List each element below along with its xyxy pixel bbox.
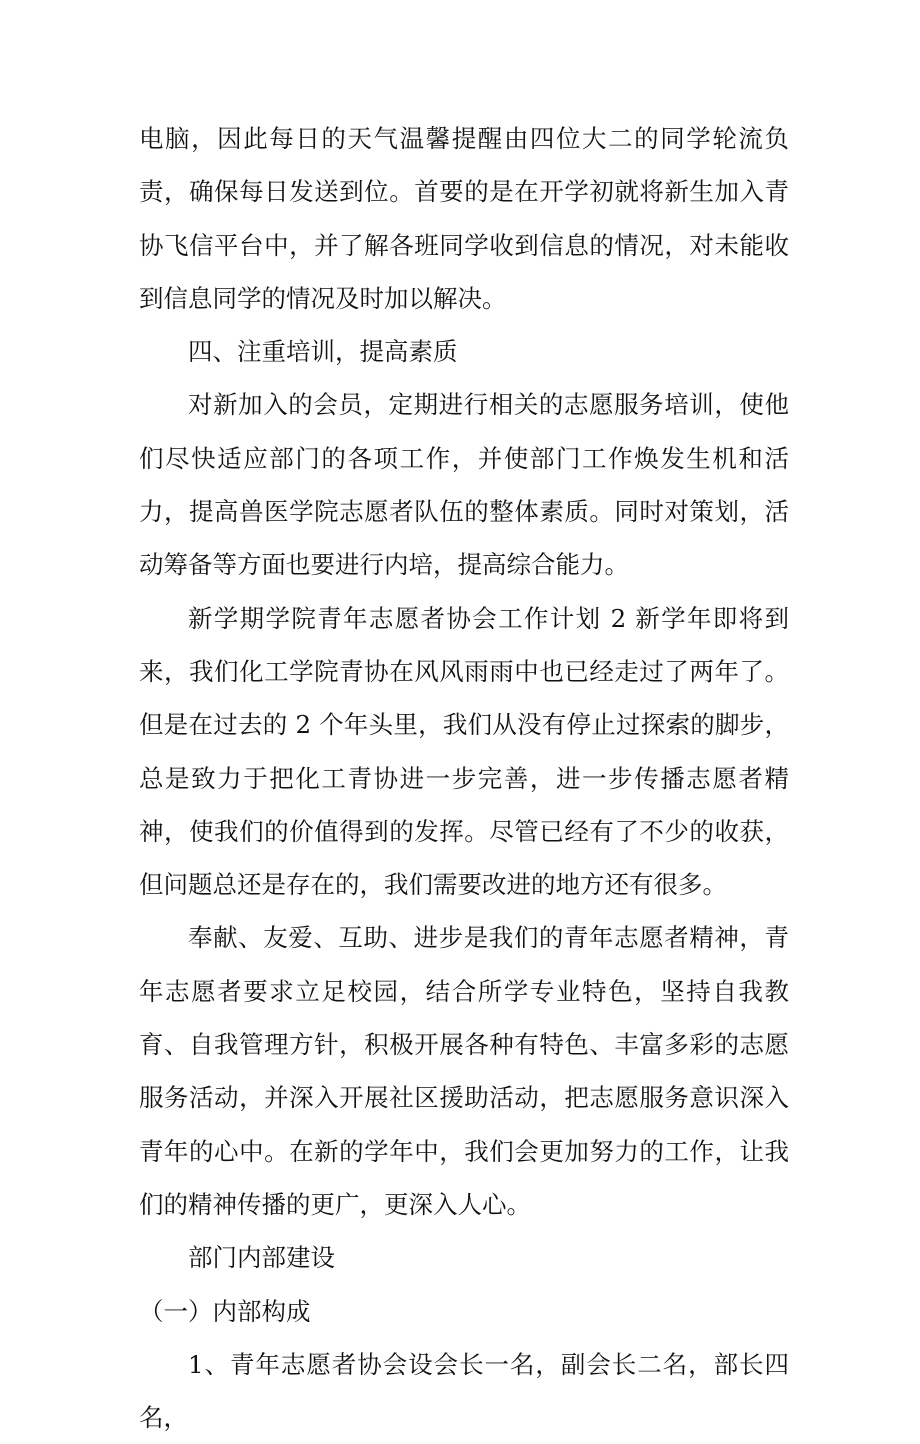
- paragraph-new-semester-plan: 新学期学院青年志愿者协会工作计划 2 新学年即将到来，我们化工学院青协在风风雨雨中也已经走过了两年了。但是在过去的 2 个年头里，我们从没有停止过探索的脚步，总是致力于把化工青协进一步完善，进一步传播志愿者精神，使我们的价值得到的发挥。尽管已经有了不少的收获，但问题总还是存在的，我们需要改进的地方还有很多。: [139, 603, 789, 900]
- paragraph-structure-item-1: 1、青年志愿者协会设会长一名，副会长二名，部长四名，: [139, 1349, 789, 1433]
- section-heading-training: 四、注重培训，提高素质: [188, 337, 458, 367]
- subsection-heading-internal-structure: （一）内部构成: [139, 1296, 311, 1326]
- section-heading-internal-building: 部门内部建设: [188, 1243, 335, 1273]
- document-body: [139, 112, 789, 1444]
- paragraph-volunteer-spirit: 奉献、友爱、互助、进步是我们的青年志愿者精神，青年志愿者要求立足校园，结合所学专业特色，坚持自我教育、自我管理方针，积极开展各种有特色、丰富多彩的志愿服务活动，并深入开展社区援助活动，把志愿服务意识深入青年的心中。在新的学年中，我们会更加努力的工作，让我们的精神传播的更广，更深入人心。: [139, 923, 789, 1219]
- paragraph-training: 对新加入的会员，定期进行相关的志愿服务培训，使他们尽快适应部门的各项工作，并使部门工作焕发生机和活力，提高兽医学院志愿者队伍的整体素质。同时对策划，活动筹备等方面也要进行内培，提高综合能力。: [139, 390, 789, 580]
- paragraph-weather-reminder: 电脑，因此每日的天气温馨提醒由四位大二的同学轮流负责，确保每日发送到位。首要的是在开学初就将新生加入青协飞信平台中，并了解各班同学收到信息的情况，对未能收到信息同学的情况及时加以解决。: [139, 124, 789, 313]
